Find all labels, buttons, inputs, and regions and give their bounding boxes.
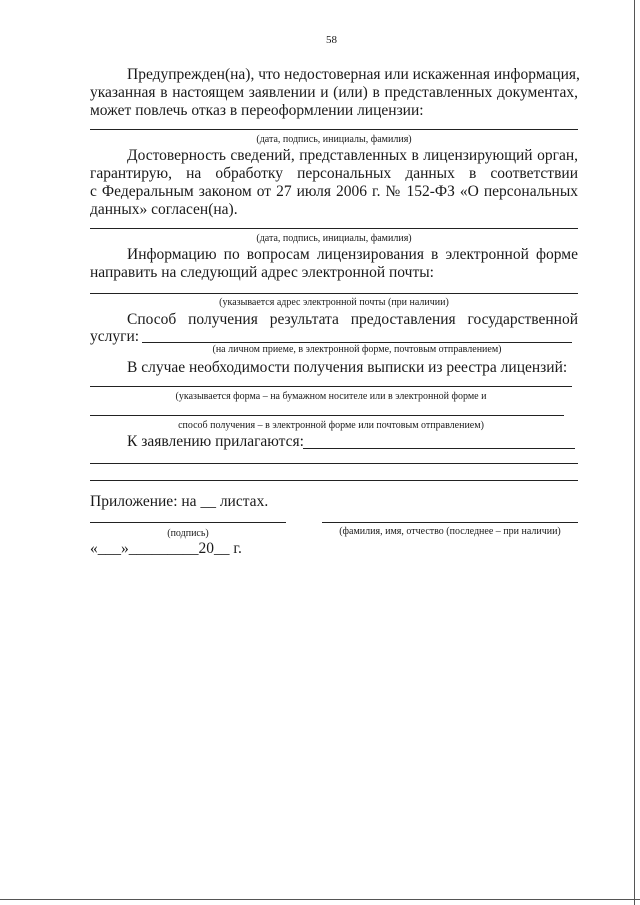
consent-line-2: гарантирую, на обработку персональных данных в соответствии bbox=[90, 165, 578, 182]
attachments-input-line-2[interactable] bbox=[90, 463, 578, 464]
signature-line[interactable] bbox=[90, 522, 286, 523]
extract-input-line-2[interactable] bbox=[90, 415, 564, 416]
full-name-caption: (фамилия, имя, отчество (последнее – при наличии) bbox=[339, 526, 561, 537]
result-input-line[interactable] bbox=[142, 342, 572, 343]
date-line[interactable]: «___»_________20__ г. bbox=[90, 540, 242, 557]
warning-signature-line[interactable] bbox=[90, 129, 578, 130]
attachments-label: К заявлению прилагаются: bbox=[127, 433, 304, 450]
attachments-input-line-3[interactable] bbox=[90, 480, 578, 481]
scan-edge-bottom bbox=[0, 899, 640, 900]
result-caption: (на личном приеме, в электронной форме, почтовым отправлением) bbox=[212, 344, 502, 355]
result-line-1: Способ получения результата предоставления государственной bbox=[127, 311, 578, 328]
email-line-1: Информацию по вопросам лицензирования в электронной форме bbox=[127, 246, 578, 263]
consent-line-1: Достоверность сведений, представленных в лицензирующий орган, bbox=[127, 147, 578, 164]
consent-caption: (дата, подпись, инициалы, фамилия) bbox=[256, 233, 412, 244]
warning-caption: (дата, подпись, инициалы, фамилия) bbox=[256, 134, 412, 145]
result-label: услуги: bbox=[90, 328, 140, 345]
full-name-line[interactable] bbox=[322, 522, 578, 523]
consent-signature-line[interactable] bbox=[90, 228, 578, 229]
extract-line: В случае необходимости получения выписки из реестра лицензий: bbox=[127, 359, 568, 376]
scan-edge-right bbox=[634, 0, 635, 905]
extract-input-line-1[interactable] bbox=[90, 386, 572, 387]
attachments-input-line-1[interactable] bbox=[303, 448, 575, 449]
consent-line-3: с Федеральным законом от 27 июля 2006 г. № 152-ФЗ «О персональных bbox=[90, 183, 578, 200]
email-caption: (указывается адрес электронной почты (при наличии) bbox=[219, 297, 449, 308]
email-input-line[interactable] bbox=[90, 293, 578, 294]
email-line-2: направить на следующий адрес электронной почты: bbox=[90, 264, 434, 281]
page-number: 58 bbox=[326, 34, 337, 46]
extract-caption-1: (указывается форма – на бумажном носителе или в электронной форме и bbox=[175, 391, 487, 402]
warning-line-3: может повлечь отказ в переоформлении лицензии: bbox=[90, 102, 424, 119]
warning-line-1: Предупрежден(на), что недостоверная или искаженная информация, bbox=[127, 66, 580, 83]
appendix-page-count[interactable]: __ bbox=[200, 493, 216, 510]
consent-line-4: данных» согласен(на). bbox=[90, 201, 238, 218]
appendix-prefix: Приложение: на bbox=[90, 493, 197, 510]
signature-caption: (подпись) bbox=[167, 528, 209, 539]
extract-caption-2: способ получения – в электронной форме или почтовым отправлением) bbox=[178, 420, 484, 431]
warning-line-2: указанная в настоящем заявлении и (или) в представленных документах, bbox=[90, 84, 578, 101]
appendix-line bbox=[90, 493, 268, 511]
appendix-suffix: листах. bbox=[219, 493, 269, 510]
